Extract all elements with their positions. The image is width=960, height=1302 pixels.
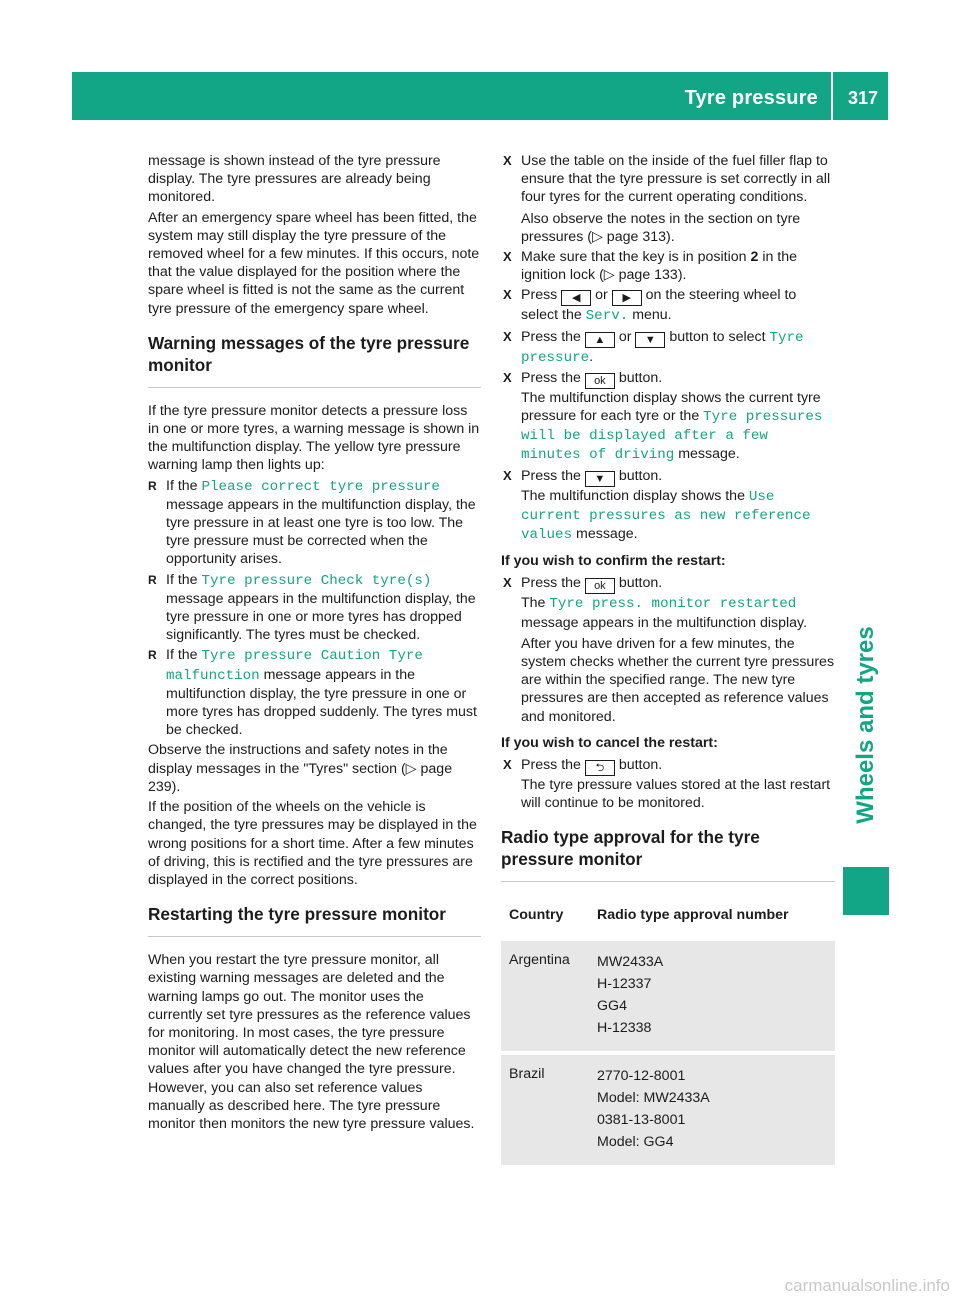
- heading-restarting: Restarting the tyre pressure monitor: [148, 903, 481, 937]
- step-text: message.: [572, 526, 638, 543]
- step-text: Use the table on the inside of the fuel filler flap to ensure that the tyre pressure is set correctly in all four tyres for the current operating conditions.: [521, 153, 831, 206]
- bullet-text: message appears in the multifunction display, the tyre pressure in one or more tyres has dropped significantly. The tyres must be checked.: [166, 590, 476, 644]
- down-arrow-key-icon: ▼: [635, 332, 665, 348]
- approval-number: Model: MW2433A: [597, 1089, 710, 1106]
- step-description: The multifunction display shows the current tyre pressure for each tyre or the: [521, 389, 821, 425]
- right-column: [501, 152, 835, 1169]
- instruction-step: [501, 756, 835, 812]
- step-text: Press the: [521, 369, 585, 386]
- key-position: 2: [750, 249, 759, 266]
- step-mark: X: [503, 757, 512, 773]
- bullet-text: message appears in the multifunction display, the tyre pressure in one or more tyres has dropped suddenly. The tyres must be checked.: [166, 666, 477, 739]
- instruction-step: [501, 574, 835, 725]
- bullet-mark: R: [148, 478, 157, 493]
- step-text: .: [589, 348, 594, 365]
- step-mark: X: [503, 287, 512, 303]
- step-description: The multifunction display shows the: [521, 487, 749, 504]
- step-text: message.: [674, 446, 740, 463]
- step-text: Press the: [521, 467, 585, 484]
- wheel-position-paragraph: If the position of the wheels on the vehicle is changed, the tyre pressures may be displayed in the wrong positions for a short time. After a few minutes of driving, this is rectified and the tyre pressures are displayed in the correct positions.: [148, 799, 477, 888]
- page-title: Tyre pressure: [684, 87, 818, 109]
- step-text: button.: [614, 575, 663, 592]
- page-header: [72, 72, 888, 120]
- section-tab: [843, 560, 889, 890]
- step-mark: X: [503, 467, 512, 483]
- step-text: menu.: [628, 307, 672, 324]
- instruction-step: [501, 152, 835, 246]
- instruction-step: [501, 467, 835, 545]
- approval-number: Model: GG4: [597, 1133, 674, 1150]
- approval-number: 2770-12-8001: [597, 1067, 686, 1084]
- section-tab-label: Wheels and tyres: [852, 626, 879, 824]
- step-text: on the steering wheel to select the: [521, 287, 797, 324]
- step-text: button.: [614, 757, 663, 774]
- right-arrow-key-icon: ▶: [612, 290, 642, 306]
- step-note: Also observe the notes in the section on tyre pressures (▷ page 313).: [521, 210, 801, 245]
- restart-paragraph: When you restart the tyre pressure monitor, all existing warning messages are deleted and the warning lamps go out. The monitor uses the currently set tyre pressures as the reference values for monitoring. In most cases, the tyre pressure monitor will automatically detect the new reference values after you have changed the tyre pressure. However, you can also set reference values manually as described here. The tyre pressure monitor then monitors the new tyre pressure values.: [148, 952, 475, 1132]
- left-column: [148, 152, 481, 1135]
- step-text: button to select: [665, 328, 770, 345]
- observe-paragraph: Observe the instructions and safety notes in the display messages in the "Tyres" section (▷ page 239).: [148, 742, 453, 795]
- radio-approval-table: [501, 896, 835, 1168]
- approval-cell: [589, 1053, 835, 1167]
- ok-key-icon: ok: [585, 578, 615, 594]
- approval-number: H-12337: [597, 975, 652, 992]
- display-message: Please correct tyre pressure: [201, 478, 440, 495]
- table-header-row: [501, 896, 835, 939]
- approval-number: MW2433A: [597, 953, 664, 970]
- back-key-icon: ⮌: [585, 760, 615, 776]
- display-message: Tyre pressure Check tyre(s): [201, 572, 432, 589]
- cancel-heading: If you wish to cancel the restart:: [501, 734, 718, 751]
- warning-bullet: [148, 646, 481, 739]
- step-mark: X: [503, 153, 512, 168]
- heading-warning-messages: Warning messages of the tyre pressure monitor: [148, 332, 481, 388]
- country-cell: Brazil: [501, 1053, 589, 1167]
- step-text: Press the: [521, 575, 585, 592]
- bullet-prefix: If the: [166, 571, 202, 588]
- column-header-approval: Radio type approval number: [589, 896, 835, 939]
- up-arrow-key-icon: ▲: [585, 332, 615, 348]
- table-row: [501, 940, 835, 1053]
- step-text: Press the: [521, 757, 585, 774]
- display-message: Tyre pressures will be displayed after a few minutes of driving: [521, 409, 823, 464]
- step-text: message appears in the multifunction display.: [521, 614, 808, 631]
- step-text: button.: [614, 369, 663, 386]
- step-mark: X: [503, 328, 512, 344]
- step-text: in the ignition lock (▷ page 133).: [521, 249, 798, 284]
- step-mark: X: [503, 369, 512, 385]
- display-message: Tyre pressure: [521, 329, 804, 366]
- page-number: 317: [847, 88, 878, 108]
- instruction-step: [501, 286, 835, 325]
- heading-radio-approval: Radio type approval for the tyre pressure monitor: [501, 826, 835, 882]
- display-message: Tyre pressure Caution Tyre malfunction: [166, 648, 423, 684]
- step-text: button.: [614, 467, 663, 484]
- warning-bullet: [148, 571, 481, 645]
- instruction-step: [501, 369, 835, 465]
- step-text: or: [591, 287, 612, 304]
- approval-number: 0381-13-8001: [597, 1111, 686, 1128]
- step-text: Press the: [521, 328, 585, 345]
- bullet-prefix: If the: [166, 477, 202, 494]
- step-mark: X: [503, 575, 512, 591]
- table-row: [501, 1053, 835, 1167]
- warning-intro: If the tyre pressure monitor detects a pressure loss in one or more tyres, a warning message is shown in the multifunction display. The yellow tyre pressure warning lamp then lights up:: [148, 402, 480, 474]
- step-note: After you have driven for a few minutes, the system checks whether the current tyre pressures are within the specified range. The new tyre pressures are then accepted as reference values and monitored.: [521, 635, 835, 725]
- header-divider: [831, 72, 833, 120]
- display-message: Use current pressures as new reference values: [521, 488, 811, 544]
- section-tab-marker: [843, 867, 889, 915]
- instruction-step: [501, 248, 835, 284]
- step-description: The tyre pressure values stored at the last restart will continue to be monitored.: [521, 777, 831, 812]
- display-message: Serv.: [585, 308, 629, 325]
- bullet-prefix: If the: [166, 647, 202, 664]
- approval-cell: [589, 940, 835, 1053]
- left-arrow-key-icon: ◀: [561, 290, 591, 306]
- bullet-text: message appears in the multifunction display, the tyre pressure in at least one tyre is too low. The tyre pressure must be corrected when the opportunity arises.: [166, 496, 476, 568]
- intro-paragraph: message is shown instead of the tyre pressure display. The tyre pressures are already being monitored.: [148, 153, 441, 206]
- confirm-heading: If you wish to confirm the restart:: [501, 553, 726, 570]
- step-text: Press: [521, 287, 562, 304]
- spare-wheel-paragraph: After an emergency spare wheel has been fitted, the system may still display the tyre pressure of the removed wheel for a few minutes. If this occurs, note that the value displayed for the position where the spare wheel is fitted is not the same as the current tyre pressure of the emergency spare wheel.: [148, 209, 480, 317]
- down-arrow-key-icon: ▼: [585, 471, 615, 487]
- step-mark: X: [503, 249, 512, 265]
- display-message: Tyre press. monitor restarted: [549, 596, 797, 613]
- approval-number: GG4: [597, 997, 627, 1014]
- step-text: Make sure that the key is in position: [521, 249, 751, 266]
- ok-key-icon: ok: [585, 373, 615, 389]
- step-text: or: [614, 328, 636, 345]
- step-text: The: [521, 595, 550, 612]
- bullet-mark: R: [148, 648, 157, 663]
- watermark-text: carmanualsonline.info: [784, 1276, 950, 1295]
- warning-bullet: [148, 477, 481, 569]
- country-cell: Argentina: [501, 940, 589, 1053]
- instruction-step: [501, 328, 835, 367]
- bullet-mark: R: [148, 572, 157, 587]
- approval-number: H-12338: [597, 1019, 652, 1036]
- column-header-country: Country: [501, 896, 589, 939]
